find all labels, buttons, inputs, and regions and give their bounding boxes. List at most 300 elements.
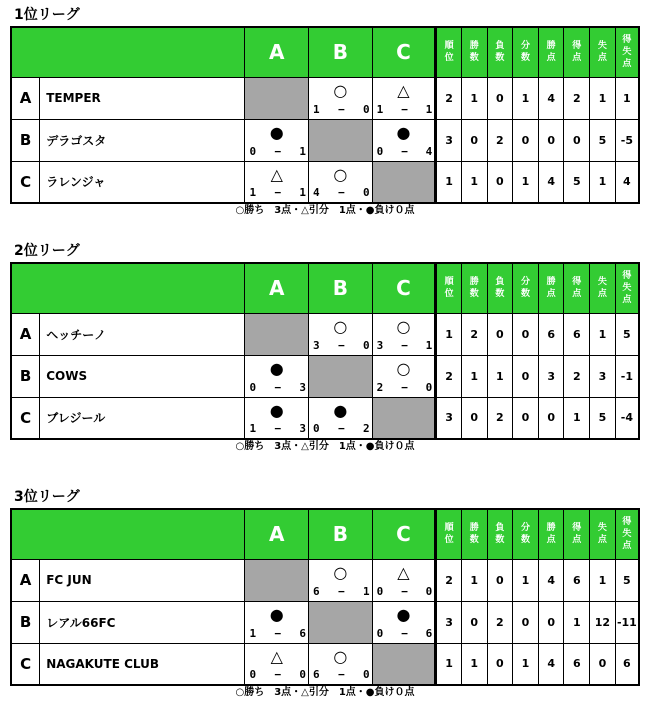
stat-cell: 6 <box>564 643 590 685</box>
header-stat-char: 位 <box>444 53 454 64</box>
stat-cell: 1 <box>564 397 590 439</box>
match-result-cell <box>309 643 373 685</box>
header-stat <box>461 263 487 313</box>
stat-cell: 1 <box>513 559 539 601</box>
loss-mark-icon: ● <box>269 122 284 142</box>
header-stat <box>436 263 462 313</box>
header-stat-char: 得 <box>622 517 632 528</box>
win-mark-icon: ○ <box>333 562 348 582</box>
score-dash: − <box>338 102 345 116</box>
table-row <box>11 559 639 601</box>
match-score <box>249 186 306 199</box>
score-against: 6 <box>299 626 307 640</box>
match-score <box>313 668 370 681</box>
stat-cell: 0 <box>487 161 513 203</box>
score-against: 4 <box>425 144 433 158</box>
header-stat-char: 点 <box>572 53 582 64</box>
team-letter: B <box>11 119 40 161</box>
loss-mark-icon: ● <box>396 604 411 624</box>
header-stat-char: 失 <box>597 41 607 52</box>
stat-cell: 0 <box>538 119 564 161</box>
header-stat-char: 負 <box>495 41 505 52</box>
header-stat-char: 数 <box>469 289 479 300</box>
stat-cell: 1 <box>461 355 487 397</box>
match-result-cell <box>372 355 436 397</box>
score-dash: − <box>274 144 282 158</box>
score-for: 0 <box>376 626 384 640</box>
stat-cell: 1 <box>564 601 590 643</box>
header-stat <box>513 263 539 313</box>
stat-cell: 0 <box>461 119 487 161</box>
header-stat-char: 数 <box>495 53 505 64</box>
header-stat-char: 得 <box>622 271 632 282</box>
match-score <box>313 339 370 352</box>
header-team-b: B <box>309 509 373 559</box>
header-stat-char: 数 <box>521 289 531 300</box>
self-match-cell <box>245 559 309 601</box>
match-result-cell <box>245 397 309 439</box>
stat-cell: 4 <box>615 161 639 203</box>
score-dash: − <box>401 338 408 352</box>
header-team-c: C <box>372 263 436 313</box>
match-result-cell <box>372 313 436 355</box>
header-stat-char: 分 <box>521 41 531 52</box>
score-dash: − <box>274 186 282 199</box>
match-score <box>249 381 306 394</box>
stat-cell: 0 <box>513 601 539 643</box>
stat-cell: 3 <box>538 355 564 397</box>
stat-cell: 4 <box>538 559 564 601</box>
header-stat-char: 数 <box>495 289 505 300</box>
stat-cell: 0 <box>487 559 513 601</box>
self-match-cell <box>245 313 309 355</box>
table-row <box>11 355 639 397</box>
stat-cell: 0 <box>538 601 564 643</box>
score-dash: − <box>274 422 282 435</box>
header-stat-char: 順 <box>444 277 454 288</box>
header-stat <box>487 509 513 559</box>
header-stat <box>538 263 564 313</box>
score-dash: − <box>338 668 345 681</box>
stat-cell: 6 <box>538 313 564 355</box>
score-for: 0 <box>249 668 257 681</box>
match-result-cell <box>245 601 309 643</box>
table-row <box>11 77 639 119</box>
header-stat-char: 分 <box>521 523 531 534</box>
header-stat <box>461 509 487 559</box>
header-stat-char: 得 <box>622 35 632 46</box>
win-mark-icon: ○ <box>333 646 348 666</box>
stat-cell: 2 <box>436 77 462 119</box>
header-stat <box>436 509 462 559</box>
stat-cell: -11 <box>615 601 639 643</box>
score-for: 0 <box>249 144 257 158</box>
score-against: 0 <box>425 584 433 598</box>
stat-cell: 1 <box>513 643 539 685</box>
stat-cell: 3 <box>436 601 462 643</box>
stat-cell: 2 <box>564 77 590 119</box>
match-result-cell <box>309 77 373 119</box>
league-2 <box>10 240 640 454</box>
match-score <box>313 103 370 116</box>
header-stat-char: 点 <box>572 535 582 546</box>
score-against: 0 <box>363 668 370 681</box>
draw-mark-icon: △ <box>270 164 283 184</box>
score-against: 0 <box>363 338 370 352</box>
header-team-a: A <box>245 263 309 313</box>
score-for: 2 <box>376 380 384 394</box>
points-legend: ○勝ち 3点・△引分 1点・●負け０点 <box>235 205 415 216</box>
header-stat-char: 順 <box>444 523 454 534</box>
stat-cell: 1 <box>590 77 616 119</box>
header-stat-char: 点 <box>546 53 556 64</box>
match-result-cell <box>372 559 436 601</box>
score-for: 3 <box>313 338 320 352</box>
team-letter: C <box>11 643 40 685</box>
match-score <box>313 186 370 199</box>
stat-cell: 5 <box>590 119 616 161</box>
score-for: 6 <box>313 668 320 681</box>
league-title: 2位リーグ <box>14 243 80 259</box>
stat-cell: 2 <box>461 313 487 355</box>
standings-table <box>10 262 640 440</box>
stat-cell: 1 <box>436 313 462 355</box>
score-dash: − <box>338 422 345 435</box>
header-stat-char: 数 <box>521 535 531 546</box>
stat-cell: 5 <box>590 397 616 439</box>
stat-cell: 0 <box>487 313 513 355</box>
team-letter: B <box>11 601 40 643</box>
stat-cell: 2 <box>436 559 462 601</box>
self-match-cell <box>372 161 436 203</box>
header-stat-char: 失 <box>597 523 607 534</box>
header-stat-char: 位 <box>444 289 454 300</box>
header-stat <box>590 27 616 77</box>
match-score <box>377 381 433 394</box>
score-for: 0 <box>376 144 384 158</box>
match-result-cell <box>372 77 436 119</box>
team-name: NAGAKUTE CLUB <box>40 643 245 685</box>
header-stat-char: 点 <box>597 289 607 300</box>
score-against: 1 <box>425 338 433 352</box>
header-stat-char: 数 <box>469 535 479 546</box>
match-result-cell <box>372 119 436 161</box>
header-stat-char: 数 <box>469 53 479 64</box>
stat-cell: 1 <box>436 643 462 685</box>
team-letter: C <box>11 397 40 439</box>
header-stat <box>538 27 564 77</box>
header-stat <box>615 263 639 313</box>
match-score <box>313 422 370 435</box>
match-result-cell <box>309 313 373 355</box>
score-against: 1 <box>299 186 307 199</box>
stat-cell: -5 <box>615 119 639 161</box>
table-row <box>11 119 639 161</box>
header-team-a: A <box>245 27 309 77</box>
team-name: ヘッチーノ <box>40 313 245 355</box>
stat-cell: 1 <box>461 77 487 119</box>
score-dash: − <box>338 338 345 352</box>
self-match-cell <box>309 601 373 643</box>
header-stat-char: 勝 <box>469 41 479 52</box>
match-result-cell <box>309 161 373 203</box>
team-name: TEMPER <box>40 77 245 119</box>
match-score <box>377 339 433 352</box>
standings-table <box>10 508 640 686</box>
team-letter: B <box>11 355 40 397</box>
win-mark-icon: ○ <box>333 164 348 184</box>
match-result-cell <box>245 643 309 685</box>
header-team-c: C <box>372 509 436 559</box>
score-for: 0 <box>313 422 320 435</box>
header-row <box>11 263 639 313</box>
team-letter: A <box>11 313 40 355</box>
header-stat <box>538 509 564 559</box>
match-score <box>377 585 433 598</box>
header-stat-char: 点 <box>622 295 632 306</box>
header-stat-char: 勝 <box>546 277 556 288</box>
score-dash: − <box>401 584 408 598</box>
loss-mark-icon: ● <box>333 400 348 420</box>
table-row <box>11 601 639 643</box>
score-for: 4 <box>313 186 320 199</box>
header-stat-char: 失 <box>597 277 607 288</box>
league-title: 1位リーグ <box>14 7 80 23</box>
match-result-cell <box>372 601 436 643</box>
team-name: ブレジール <box>40 397 245 439</box>
match-result-cell <box>245 355 309 397</box>
loss-mark-icon: ● <box>269 604 284 624</box>
score-dash: − <box>338 584 345 598</box>
stat-cell: 2 <box>564 355 590 397</box>
score-against: 0 <box>299 668 307 681</box>
header-stat-char: 勝 <box>546 523 556 534</box>
self-match-cell <box>372 643 436 685</box>
stat-cell: 4 <box>538 77 564 119</box>
header-stat <box>487 263 513 313</box>
win-mark-icon: ○ <box>333 80 348 100</box>
score-for: 1 <box>249 186 257 199</box>
loss-mark-icon: ● <box>396 122 411 142</box>
header-stat-char: 勝 <box>469 277 479 288</box>
score-dash: − <box>274 668 282 681</box>
stat-cell: 0 <box>513 313 539 355</box>
stat-cell: 1 <box>461 559 487 601</box>
stat-cell: 1 <box>461 161 487 203</box>
team-name: ラレンジャ <box>40 161 245 203</box>
match-result-cell <box>309 559 373 601</box>
match-score <box>377 145 433 158</box>
score-for: 1 <box>376 102 384 116</box>
stat-cell: 1 <box>513 77 539 119</box>
loss-mark-icon: ● <box>269 400 284 420</box>
table-row <box>11 397 639 439</box>
stat-cell: 0 <box>461 397 487 439</box>
stat-cell: 1 <box>615 77 639 119</box>
stat-cell: 1 <box>590 313 616 355</box>
header-stat <box>615 27 639 77</box>
draw-mark-icon: △ <box>270 646 283 666</box>
score-dash: − <box>274 626 282 640</box>
stat-cell: 2 <box>487 397 513 439</box>
table-row <box>11 313 639 355</box>
match-result-cell <box>245 119 309 161</box>
header-stat-char: 負 <box>495 277 505 288</box>
score-dash: − <box>338 186 345 199</box>
stat-cell: 5 <box>564 161 590 203</box>
header-stat-char: 点 <box>597 53 607 64</box>
score-for: 1 <box>313 102 320 116</box>
header-stat-char: 位 <box>444 535 454 546</box>
self-match-cell <box>372 397 436 439</box>
loss-mark-icon: ● <box>269 358 284 378</box>
stat-cell: 3 <box>436 397 462 439</box>
header-stat-char: 負 <box>495 523 505 534</box>
header-stat-char: 点 <box>546 535 556 546</box>
team-letter: A <box>11 77 40 119</box>
stat-cell: 0 <box>487 77 513 119</box>
team-letter: A <box>11 559 40 601</box>
header-stat-char: 失 <box>622 529 632 540</box>
match-score <box>249 627 306 640</box>
match-score <box>313 585 370 598</box>
league-1 <box>10 4 640 218</box>
stat-cell: 0 <box>513 355 539 397</box>
header-stat-char: 点 <box>546 289 556 300</box>
header-row <box>11 509 639 559</box>
match-score <box>249 668 306 681</box>
match-result-cell <box>309 397 373 439</box>
score-against: 3 <box>299 422 307 435</box>
header-stat <box>564 27 590 77</box>
win-mark-icon: ○ <box>396 316 411 336</box>
score-for: 3 <box>376 338 384 352</box>
standings-table <box>10 26 640 204</box>
header-stat <box>615 509 639 559</box>
header-stat-char: 点 <box>572 289 582 300</box>
stat-cell: 6 <box>615 643 639 685</box>
header-stat-char: 点 <box>622 541 632 552</box>
stat-cell: 0 <box>538 397 564 439</box>
header-stat <box>513 509 539 559</box>
header-stat <box>590 509 616 559</box>
header-stat <box>564 509 590 559</box>
score-against: 3 <box>299 380 307 394</box>
score-dash: − <box>274 380 282 394</box>
table-row <box>11 643 639 685</box>
score-dash: − <box>401 144 408 158</box>
header-team-b: B <box>309 27 373 77</box>
score-against: 0 <box>363 186 370 199</box>
score-dash: − <box>401 626 408 640</box>
stat-cell: 1 <box>487 355 513 397</box>
win-mark-icon: ○ <box>333 316 348 336</box>
stat-cell: 1 <box>590 559 616 601</box>
stat-cell: 0 <box>513 119 539 161</box>
header-team-a: A <box>245 509 309 559</box>
score-for: 1 <box>249 422 257 435</box>
score-dash: − <box>401 102 408 116</box>
stat-cell: 4 <box>538 643 564 685</box>
stat-cell: 0 <box>487 643 513 685</box>
self-match-cell <box>309 119 373 161</box>
stat-cell: 12 <box>590 601 616 643</box>
match-score <box>377 103 433 116</box>
header-stat <box>487 27 513 77</box>
header-stat-char: 勝 <box>546 41 556 52</box>
stat-cell: 0 <box>564 119 590 161</box>
score-dash: − <box>401 380 408 394</box>
team-name: COWS <box>40 355 245 397</box>
match-score <box>249 145 306 158</box>
match-score <box>249 422 306 435</box>
header-stat-char: 得 <box>572 523 582 534</box>
stat-cell: -1 <box>615 355 639 397</box>
team-name: デラゴスタ <box>40 119 245 161</box>
stat-cell: 1 <box>513 161 539 203</box>
team-name: レアル66FC <box>40 601 245 643</box>
header-stat <box>513 27 539 77</box>
stat-cell: 3 <box>590 355 616 397</box>
score-against: 1 <box>363 584 370 598</box>
header-row <box>11 27 639 77</box>
draw-mark-icon: △ <box>397 80 410 100</box>
win-mark-icon: ○ <box>396 358 411 378</box>
stat-cell: 1 <box>461 643 487 685</box>
header-stat-char: 失 <box>622 47 632 58</box>
score-against: 1 <box>299 144 307 158</box>
points-legend: ○勝ち 3点・△引分 1点・●負け０点 <box>235 687 415 698</box>
stat-cell: 3 <box>436 119 462 161</box>
header-stat-char: 数 <box>495 535 505 546</box>
stat-cell: 4 <box>538 161 564 203</box>
stat-cell: 0 <box>461 601 487 643</box>
header-stat-char: 分 <box>521 277 531 288</box>
points-legend: ○勝ち 3点・△引分 1点・●負け０点 <box>235 441 415 452</box>
stat-cell: 6 <box>564 559 590 601</box>
header-stat-char: 失 <box>622 283 632 294</box>
stat-cell: -4 <box>615 397 639 439</box>
stat-cell: 0 <box>590 643 616 685</box>
self-match-cell <box>309 355 373 397</box>
score-against: 1 <box>425 102 433 116</box>
header-stat-char: 勝 <box>469 523 479 534</box>
stat-cell: 5 <box>615 559 639 601</box>
stat-cell: 2 <box>487 119 513 161</box>
score-for: 0 <box>376 584 384 598</box>
header-stat-char: 得 <box>572 41 582 52</box>
league-title: 3位リーグ <box>14 489 80 505</box>
stat-cell: 1 <box>436 161 462 203</box>
header-stat-char: 点 <box>597 535 607 546</box>
score-against: 0 <box>363 102 370 116</box>
score-for: 1 <box>249 626 257 640</box>
header-team-b: B <box>309 263 373 313</box>
header-blank <box>11 509 245 559</box>
header-stat-char: 数 <box>521 53 531 64</box>
stat-cell: 2 <box>436 355 462 397</box>
self-match-cell <box>245 77 309 119</box>
header-stat <box>590 263 616 313</box>
header-stat <box>564 263 590 313</box>
header-blank <box>11 263 245 313</box>
stat-cell: 0 <box>513 397 539 439</box>
score-against: 0 <box>425 380 433 394</box>
stat-cell: 5 <box>615 313 639 355</box>
stat-cell: 1 <box>590 161 616 203</box>
header-team-c: C <box>372 27 436 77</box>
header-stat <box>436 27 462 77</box>
